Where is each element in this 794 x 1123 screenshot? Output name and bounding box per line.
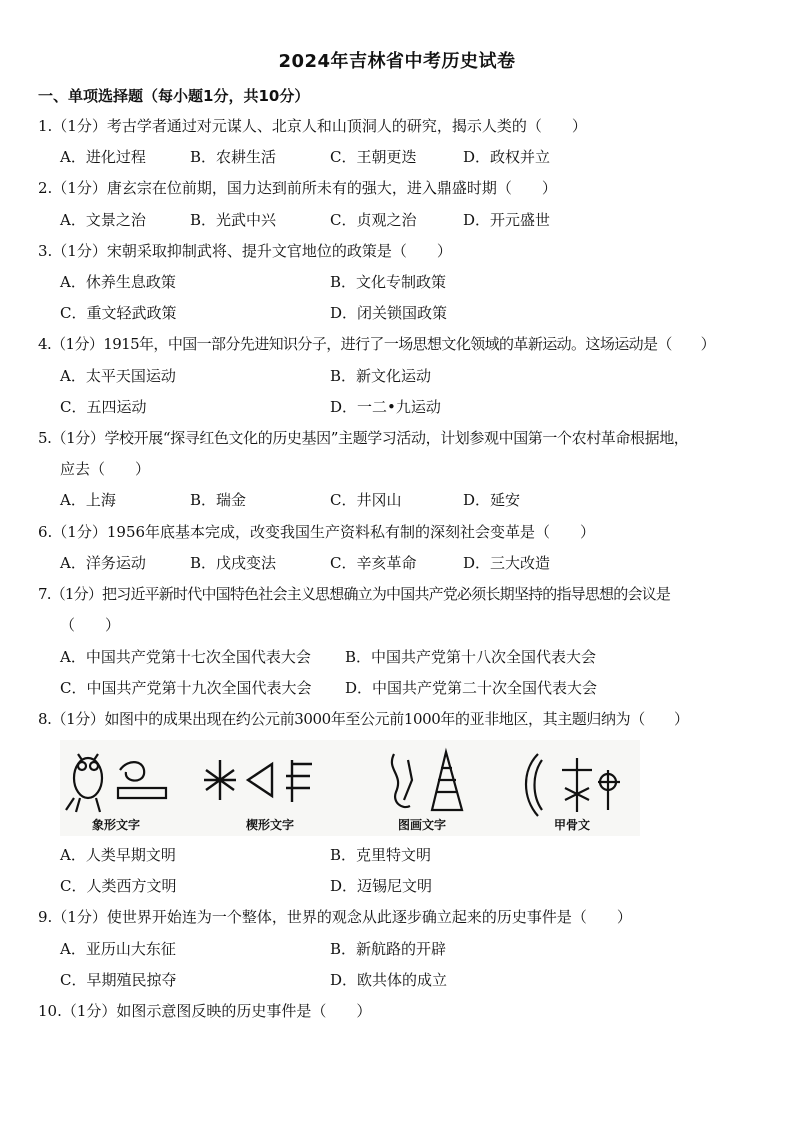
q5-option-b: B．瑞金 bbox=[190, 491, 247, 509]
question-4-stem: 4.（1分）1915年，中国一部分先进知识分子，进行了一场思想文化领域的革新运动。这场运动是（ ） bbox=[38, 335, 716, 353]
question-10-stem: 10.（1分）如图示意图反映的历史事件是（ ） bbox=[38, 1002, 372, 1020]
question-7-stem-cont: （ ） bbox=[60, 616, 121, 634]
q6-option-d: D．三大改造 bbox=[463, 554, 551, 572]
q6-option-a: A．洋务运动 bbox=[60, 554, 146, 572]
figure-label-cuneiform: 楔形文字 bbox=[246, 818, 295, 832]
q2-option-c: C．贞观之治 bbox=[330, 211, 417, 229]
q7-option-d: D．中国共产党第二十次全国代表大会 bbox=[345, 679, 598, 697]
q5-option-a: A．上海 bbox=[60, 491, 116, 509]
question-8-stem: 8.（1分）如图中的成果出现在约公元前3000年至公元前1000年的亚非地区，其主题归纳为（ ） bbox=[38, 710, 689, 728]
q5-option-c: C．井冈山 bbox=[330, 491, 402, 509]
ancient-scripts-image bbox=[60, 740, 640, 836]
q7-option-b: B．中国共产党第十八次全国代表大会 bbox=[345, 648, 597, 666]
figure-label-picture-writing: 图画文字 bbox=[398, 818, 447, 832]
q7-option-c: C．中国共产党第十九次全国代表大会 bbox=[60, 679, 312, 697]
q1-option-b: B．农耕生活 bbox=[190, 148, 277, 166]
q2-option-b: B．光武中兴 bbox=[190, 211, 277, 229]
q3-option-a: A．休养生息政策 bbox=[60, 273, 176, 291]
figure-label-oracle-bone: 甲骨文 bbox=[554, 818, 591, 832]
q6-option-b: B．戊戌变法 bbox=[190, 554, 277, 572]
question-9-stem: 9.（1分）使世界开始连为一个整体，世界的观念从此逐步确立起来的历史事件是（ ） bbox=[38, 908, 632, 926]
q8-option-a: A．人类早期文明 bbox=[60, 846, 176, 864]
q9-option-a: A．亚历山大东征 bbox=[60, 940, 176, 958]
q3-option-c: C．重文轻武政策 bbox=[60, 304, 177, 322]
figure-label-hieroglyph: 象形文字 bbox=[92, 818, 141, 832]
q1-option-d: D．政权并立 bbox=[463, 148, 551, 166]
q4-option-b: B．新文化运动 bbox=[330, 367, 432, 385]
q9-option-c: C．早期殖民掠夺 bbox=[60, 971, 177, 989]
q8-option-d: D．迈锡尼文明 bbox=[330, 877, 433, 895]
q4-option-c: C．五四运动 bbox=[60, 398, 147, 416]
question-6-stem: 6.（1分）1956年底基本完成，改变我国生产资料私有制的深刻社会变革是（ ） bbox=[38, 523, 596, 541]
q8-option-b: B．克里特文明 bbox=[330, 846, 432, 864]
q3-option-d: D．闭关锁国政策 bbox=[330, 304, 448, 322]
q2-option-d: D．开元盛世 bbox=[463, 211, 551, 229]
question-5-stem-cont: 应去（ ） bbox=[60, 460, 151, 478]
exam-title: 2024年吉林省中考历史试卷 bbox=[278, 51, 516, 72]
q4-option-a: A．太平天国运动 bbox=[60, 367, 176, 385]
q1-option-c: C．王朝更迭 bbox=[330, 148, 417, 166]
ancient-scripts-figure bbox=[60, 740, 640, 836]
q2-option-a: A．文景之治 bbox=[60, 211, 146, 229]
question-3-stem: 3.（1分）宋朝采取抑制武将、提升文官地位的政策是（ ） bbox=[38, 242, 452, 260]
q9-option-b: B．新航路的开辟 bbox=[330, 940, 447, 958]
q4-option-d: D．一二•九运动 bbox=[330, 398, 441, 416]
section-heading: 一、单项选择题（每小题1分，共10分） bbox=[38, 87, 310, 105]
q7-option-a: A．中国共产党第十七次全国代表大会 bbox=[60, 648, 311, 666]
question-2-stem: 2.（1分）唐玄宗在位前期，国力达到前所未有的强大，进入鼎盛时期（ ） bbox=[38, 179, 557, 197]
q9-option-d: D．欧共体的成立 bbox=[330, 971, 448, 989]
q6-option-c: C．辛亥革命 bbox=[330, 554, 417, 572]
q1-option-a: A．进化过程 bbox=[60, 148, 146, 166]
q5-option-d: D．延安 bbox=[463, 491, 521, 509]
question-5-stem: 5.（1分）学校开展“探寻红色文化的历史基因”主题学习活动，计划参观中国第一个农村革命根据地， bbox=[38, 429, 689, 447]
q8-option-c: C．人类西方文明 bbox=[60, 877, 177, 895]
question-1-stem: 1.（1分）考古学者通过对元谋人、北京人和山顶洞人的研究，揭示人类的（ ） bbox=[38, 117, 587, 135]
q3-option-b: B．文化专制政策 bbox=[330, 273, 447, 291]
question-7-stem: 7.（1分）把习近平新时代中国特色社会主义思想确立为中国共产党必须长期坚持的指导思想的会议是 bbox=[38, 585, 671, 603]
